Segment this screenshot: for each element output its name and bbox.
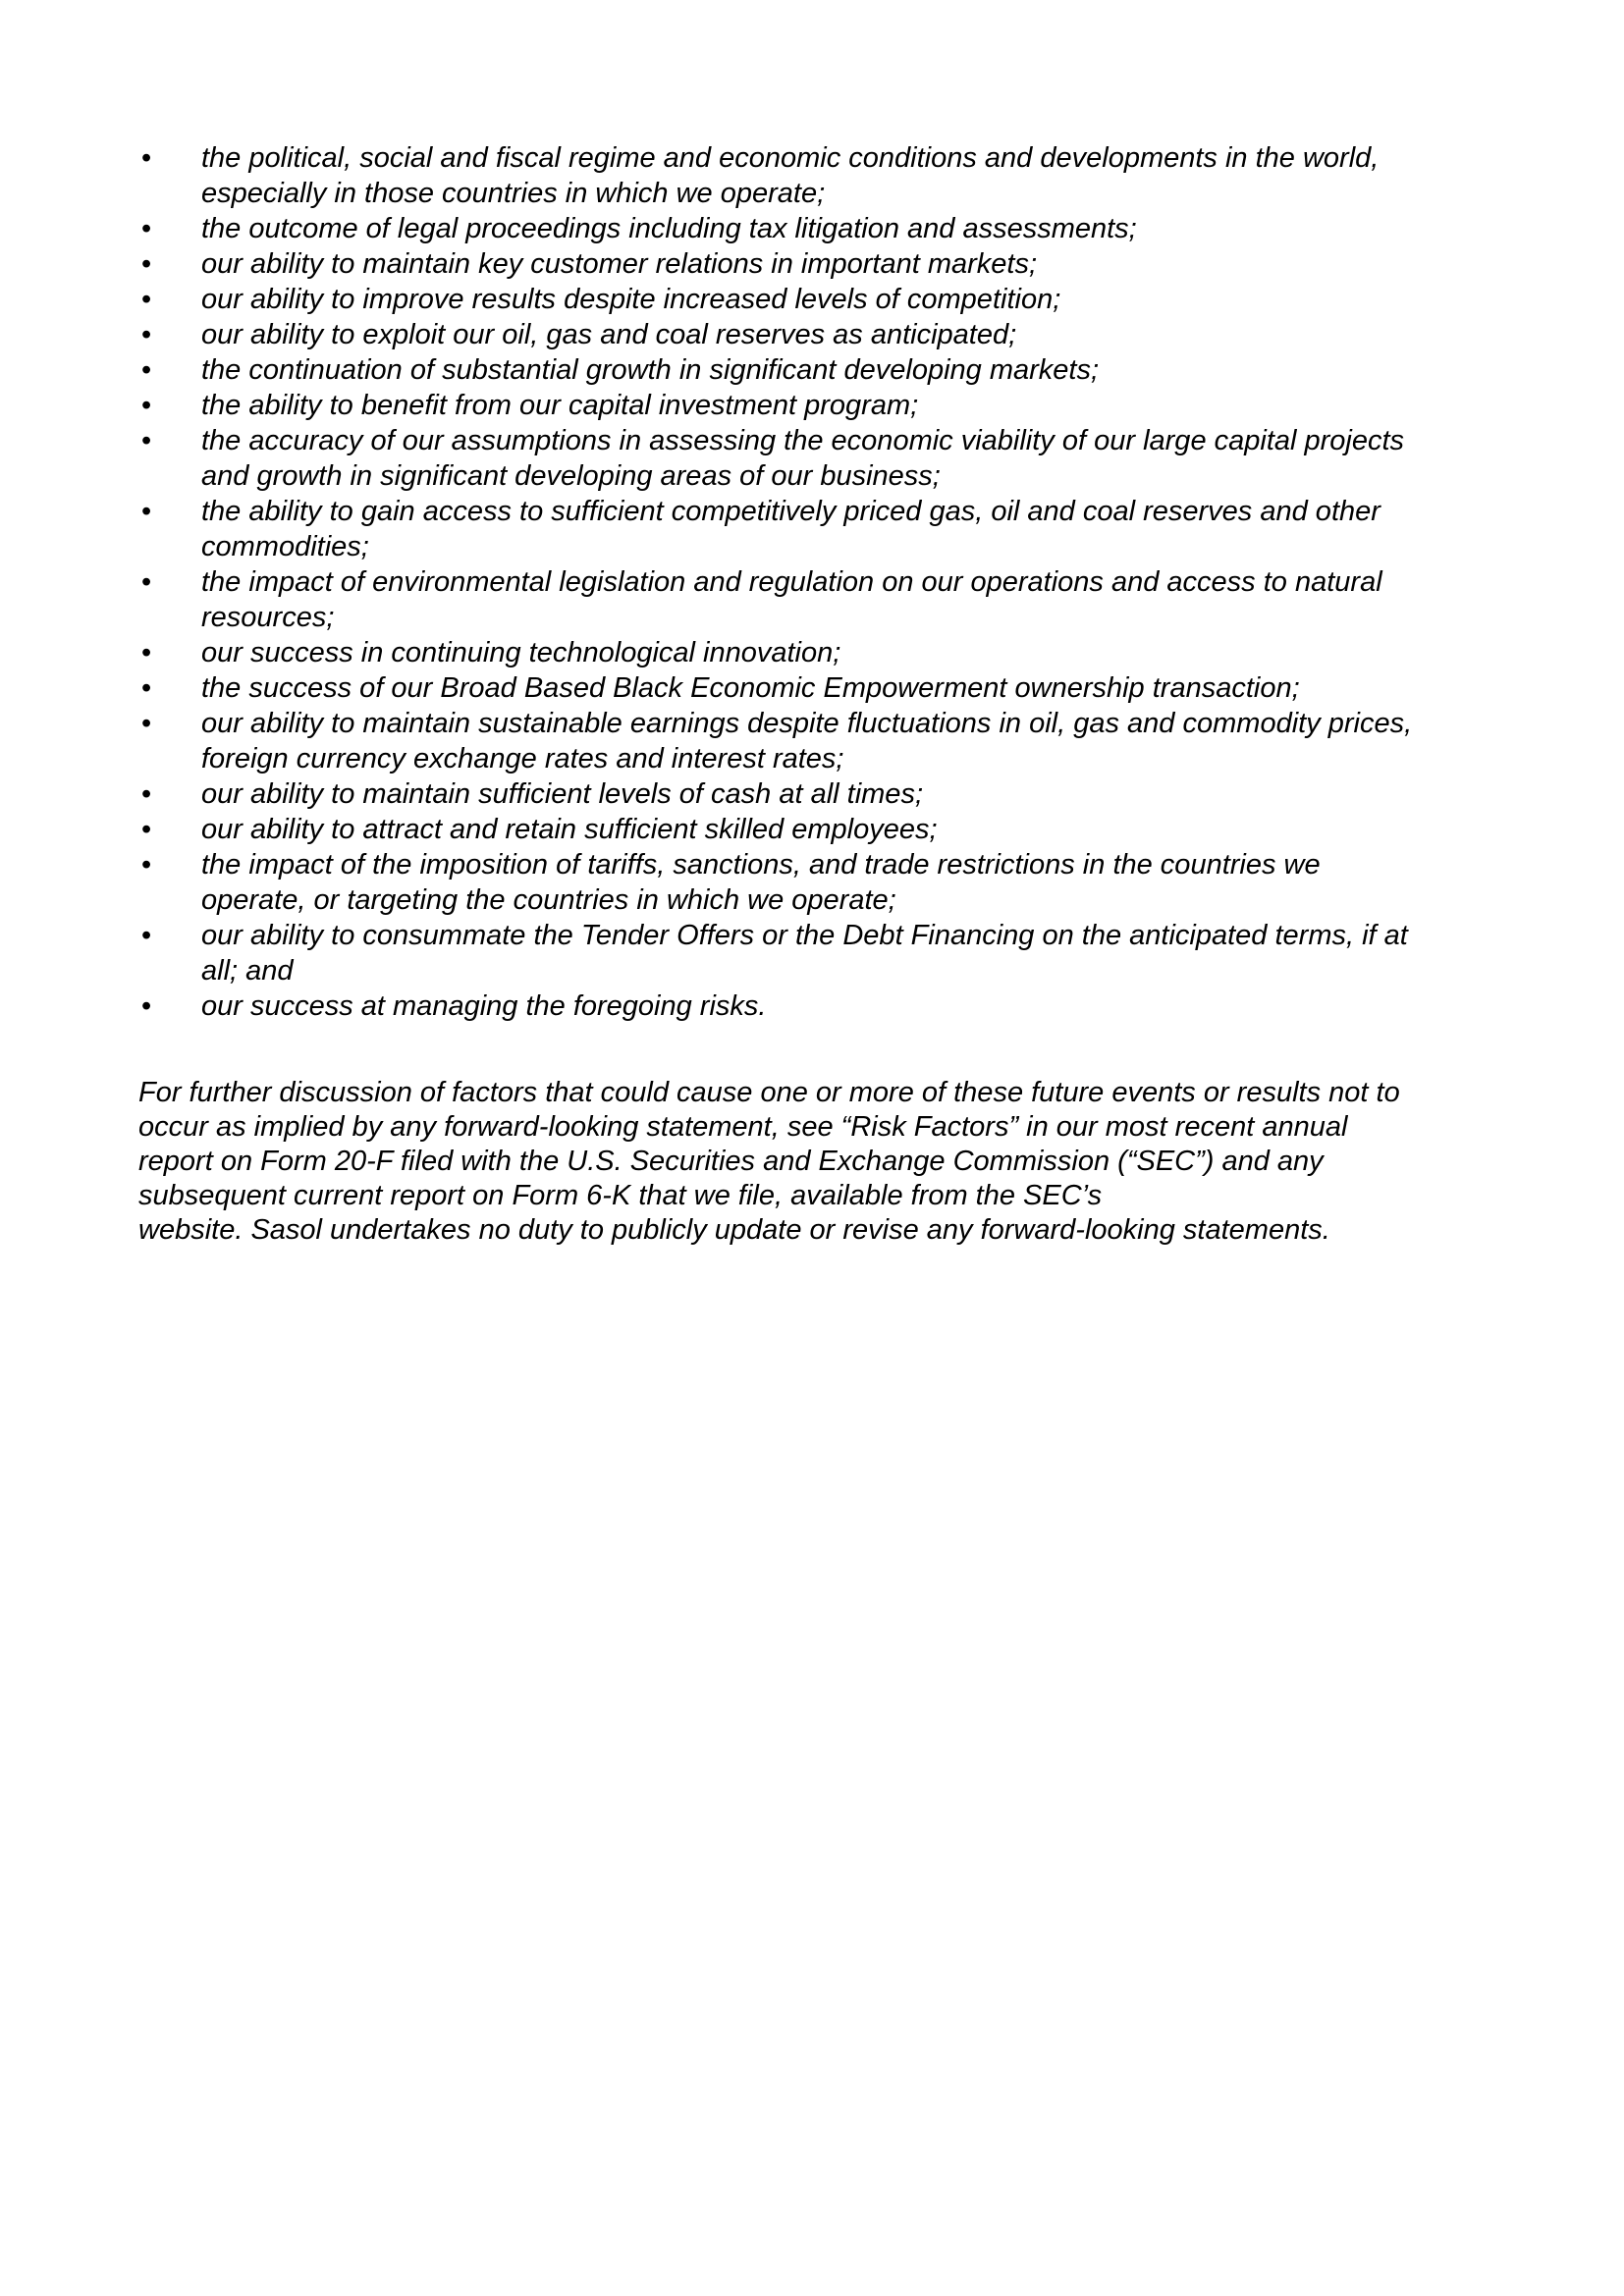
list-item-text: our ability to attract and retain sufficient skilled employees; [201,814,938,845]
list-item [138,988,1493,1024]
bullet-icon: • [141,637,152,668]
list-item [138,494,1493,564]
list-item [138,282,1493,317]
bullet-icon: • [141,849,152,881]
list-item-text: the ability to benefit from our capital investment program; [201,390,919,421]
list-item-text: our ability to exploit our oil, gas and coal reserves as anticipated; [201,319,1017,350]
bullet-icon: • [141,319,152,350]
bullet-icon: • [141,708,152,739]
list-item-text: the ability to gain access to sufficient competitively priced gas, oil and coal reserves and other [201,496,1380,527]
list-item-text: commodities; [201,531,369,562]
bullet-icon: • [141,566,152,598]
list-item [138,706,1493,776]
list-item [138,246,1493,282]
list-item-text: our success in continuing technological innovation; [201,637,841,668]
list-item [138,352,1493,388]
list-item-text: our ability to maintain key customer relations in important markets; [201,248,1038,280]
bullet-icon: • [141,496,152,527]
list-item [138,847,1493,918]
list-item-text: the impact of environmental legislation and regulation on our operations and access to natural [201,566,1382,598]
list-item [138,564,1493,635]
list-item-text: the outcome of legal proceedings including tax litigation and assessments; [201,213,1137,244]
closing-paragraph [138,1076,1513,1248]
list-item-text: the impact of the imposition of tariffs, sanctions, and trade restrictions in the countries we [201,849,1321,881]
list-item [138,140,1493,211]
bullet-icon: • [141,920,152,951]
bullet-icon: • [141,390,152,421]
list-item [138,776,1493,812]
list-item [138,423,1493,494]
list-item-text: our ability to maintain sustainable earnings despite fluctuations in oil, gas and commodity prices, [201,708,1413,739]
list-item-text: the accuracy of our assumptions in assessing the economic viability of our large capital projects [201,425,1405,456]
paragraph-line: subsequent current report on Form 6-K that we file, available from the SEC’s [138,1180,1103,1211]
list-item-text: our success at managing the foregoing risks. [201,990,767,1022]
list-item-text: the success of our Broad Based Black Economic Empowerment ownership transaction; [201,672,1300,704]
list-item-text: our ability to consummate the Tender Offers or the Debt Financing on the anticipated terms, if at [201,920,1408,951]
bullet-icon: • [141,354,152,386]
paragraph-line: website. Sasol undertakes no duty to publicly update or revise any forward-looking statements. [138,1214,1330,1246]
bullet-icon: • [141,814,152,845]
bullet-icon: • [141,284,152,315]
list-item [138,635,1493,670]
list-item-text: resources; [201,602,335,633]
bullet-icon: • [141,248,152,280]
bullet-icon: • [141,778,152,810]
list-item [138,317,1493,352]
list-item [138,211,1493,246]
list-item [138,670,1493,706]
bullet-icon: • [141,990,152,1022]
bullet-icon: • [141,213,152,244]
list-item-text: the continuation of substantial growth in significant developing markets; [201,354,1100,386]
list-item-text: our ability to improve results despite increased levels of competition; [201,284,1061,315]
list-item-text: and growth in significant developing areas of our business; [201,460,941,492]
list-item-text: especially in those countries in which we operate; [201,178,826,209]
bullet-icon: • [141,425,152,456]
list-item-text: all; and [201,955,294,987]
list-item-text: foreign currency exchange rates and interest rates; [201,743,844,774]
list-item-text: the political, social and fiscal regime and economic conditions and developments in the world, [201,142,1380,174]
list-item [138,812,1493,847]
paragraph-line: report on Form 20-F filed with the U.S. Securities and Exchange Commission (“SEC”) and any [138,1146,1324,1177]
bullet-icon: • [141,142,152,174]
risk-factor-list [138,140,1493,1024]
bullet-icon: • [141,672,152,704]
paragraph-line: For further discussion of factors that could cause one or more of these future events or results not to [138,1077,1400,1108]
list-item [138,918,1493,988]
list-item-text: operate, or targeting the countries in which we operate; [201,884,896,916]
list-item-text: our ability to maintain sufficient levels of cash at all times; [201,778,923,810]
paragraph-line: occur as implied by any forward-looking statement, see “Risk Factors” in our most recent annual [138,1111,1348,1143]
list-item [138,388,1493,423]
